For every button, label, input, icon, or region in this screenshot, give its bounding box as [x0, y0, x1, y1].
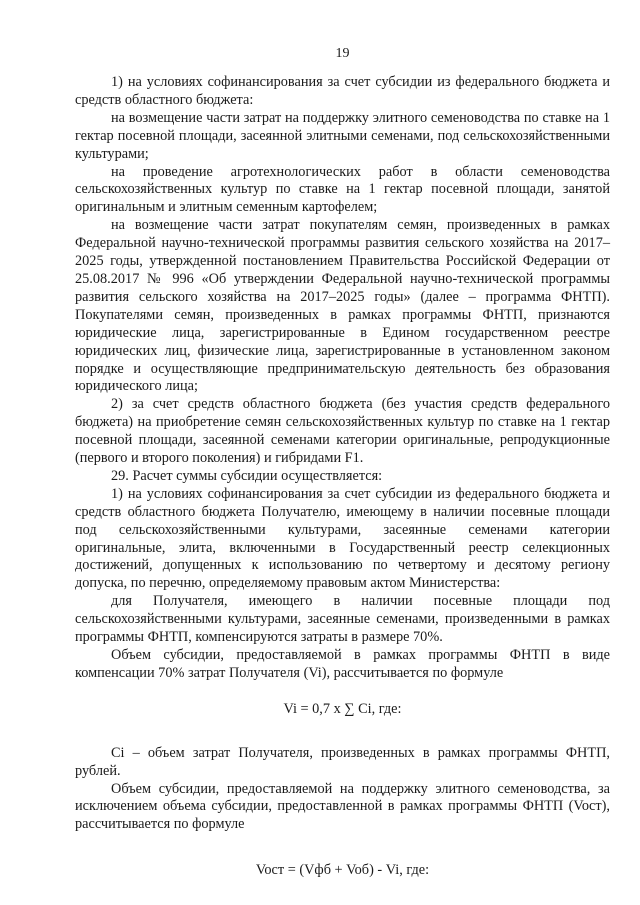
paragraph: для Получателя, имеющего в наличии посевные площади под сельскохозяйственными культурами, засеянные семенами, произведенными в рамках программы ФНТП, компенсируются затраты в размере 70%. — [75, 593, 610, 646]
formula-vost: Voст = (Vфб + Voб) - Vi, где: — [255, 862, 430, 879]
paragraph: 1) на условиях софинансирования за счет субсидии из федерального бюджета и средств областного бюджета Получателю, имеющему в наличии посевные площади под сельскохозяйственными культурами, засеянные семенами категории оригинальные, элита, включенными в Государственный реестр селекционных достижений, допущенных к использованию по четвертому и десятому региону допуска, по перечню, определяемому правовым актом Министерства: — [75, 485, 610, 592]
document-body — [75, 74, 610, 880]
paragraph: 29. Расчет суммы субсидии осуществляется: — [111, 467, 383, 484]
paragraph: Объем субсидии, предоставляемой на поддержку элитного семеноводства, за исключением объема субсидии, предоставленной в рамках программы ФНТП (Voст), рассчитывается по формуле — [75, 780, 610, 833]
formula-vi: Vi = 0,7 x ∑ Ci, где: — [283, 700, 402, 717]
paragraph: на возмещение части затрат покупателям семян, произведенных в рамках Федеральной научно-технической программы развития сельского хозяйства на 2017–2025 годы, утвержденной постановлением Правительства Российской Федерации от 25.08.2017 № 996 «Об утверждении Федеральной научно-технической программы развития сельского хозяйства на 2017–2025 годы» (далее – программа ФНТП). Покупателями семян, произведенных в рамках программы ФНТП, признаются юридические лица, зарегистрированные в Едином государственном реестре юридических лиц, физические лица, зарегистрированные в установленном законом порядке и осуществляющие предпринимательскую деятельность без образования юридического лица; — [75, 217, 610, 395]
paragraph: Объем субсидии, предоставляемой в рамках программы ФНТП в виде компенсации 70% затрат Получателя (Vi), рассчитывается по формуле — [75, 647, 610, 681]
paragraph: Ci – объем затрат Получателя, произведенных в рамках программы ФНТП, рублей. — [75, 744, 610, 779]
paragraph: на проведение агротехнологических работ в области семеноводства сельскохозяйственных культур по ставке на 1 гектар посевной площади, занятой оригинальным и элитным семенным картофелем; — [75, 163, 610, 216]
page-number: 19 — [335, 46, 350, 61]
paragraph: на возмещение части затрат на поддержку элитного семеноводства по ставке на 1 гектар посевной площади, засеянной элитными семенами, под сельскохозяйственными культурами; — [75, 109, 610, 162]
paragraph: 2) за счет средств областного бюджета (без участия средств федерального бюджета) на приобретение семян сельскохозяйственных культур по ставке на 1 гектар посевной площади, засеянной семенами категории оригинальные, репродукционные (первого и второго поколения) и гибридами F1. — [75, 396, 610, 467]
paragraph: 1) на условиях софинансирования за счет субсидии из федерального бюджета и средств областного бюджета: — [75, 74, 610, 108]
